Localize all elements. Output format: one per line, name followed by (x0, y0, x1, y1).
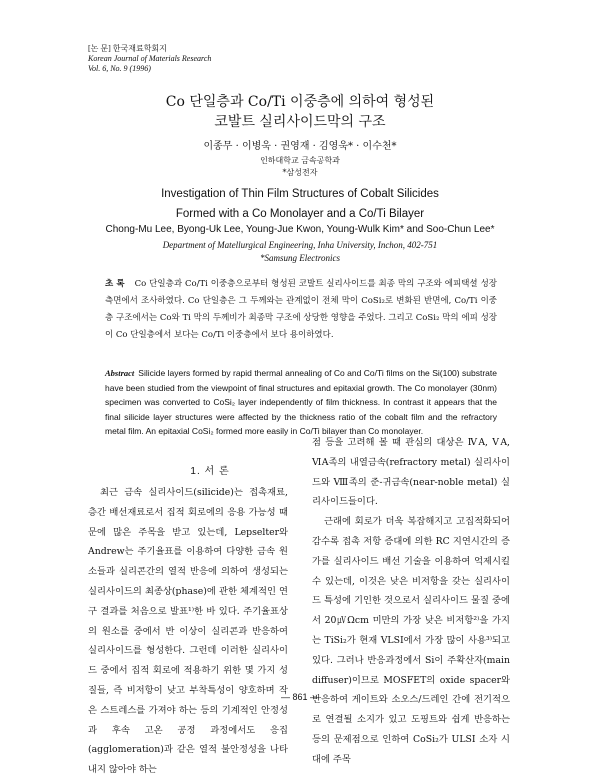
abstract-korean-text: Co 단일층과 Co/Ti 이중층으로부터 형성된 코발트 실리사이드를 최종 막의 구조와 에피택셜 성장 측면에서 조사하였다. Co 단일층은 그 두께와는 관계없이 전체 막이 CoSi₂로 변화된 반면에, Co/Ti 이중층 구조에서는 Co와 Ti 막의 두께비가 최종막 구조에 상당한 영향을 주었다. 그리고 CoSi₂ 막의 에피 성장이 Co 단일층에서 보다는 Co/Ti 이중층에서 보다 용이하였다. (105, 279, 497, 340)
abstract-english (105, 366, 497, 439)
authors-korean: 이종무 · 이병욱 · 권영재 · 김영욱* · 이수천* (203, 141, 397, 152)
abstract-korean-label: 초 록 (105, 279, 125, 289)
title-korean (0, 92, 600, 132)
affiliation-korean-1: 인하대학교 금속공학과 (260, 156, 340, 165)
title-korean-line-1: Co 단일층과 Co/Ti 이중층에 의하여 형성된 (165, 94, 435, 110)
affiliation-korean (0, 155, 600, 179)
abstract-korean (105, 276, 497, 344)
title-english-line-1: Investigation of Thin Film Structures of Cobalt Silicides (161, 188, 439, 200)
abstract-english-text: Silicide layers formed by rapid thermal annealing of Co and Co/Ti films on the Si(100) substrate have been studied from the viewpoint of final structures and epitaxial growth. The Co monolayer (30nm) specimen was converted to CoSi₂ layer independently of film thickness. In contrast it appears that the final silicide layer structures were affected by the thickness ratio of the cobalt film and the refractory metal film. An epitaxial CoSi₂ formed more easily in Co/Ti bilayer than Co monolayer. (105, 368, 497, 436)
title-english-line-2: Formed with a Co Monolayer and a Co/Ti Bilayer (175, 208, 425, 220)
journal-korean-name: [논 문] 한국재료학회지 (88, 44, 167, 53)
title-english (0, 184, 600, 224)
paragraph: 최근 금속 실리사이드(silicide)는 접촉재료, 층간 배선재료로서 집적 회로에의 응용 가능성 때문에 많은 주목을 받고 있는데, Lepselter와 Andrew는 주기율표를 이용하여 다양한 금속 원소들과 실리콘간의 열적 반응에 의하여 생성되는 실리사이드의 최종상(phase)에 관한 체계적인 연구 결과를 처음으로 발표¹⁾한 바 있다. 주기율표상의 원소를 중에서 반 이상이 실리콘과 반응하여 실리사이드를 형성한다. 그런데 이러한 실리사이드 중에서 집적 회로에 적용하기 위한 몇 가지 성질들, 즉 비저항이 낮고 부착특성이 양호하며 작은 스트레스를 가져야 하는 등의 기계적인 안정성과 후속 고온 공정 과정에서도 응집(agglomeration)과 같은 열적 불안정성을 나타내지 않아야 하는 (88, 487, 288, 776)
journal-english-name: Korean Journal of Materials Research (88, 54, 212, 63)
affiliation-english-2: *Samsung Electronics (260, 253, 340, 263)
body-left-column (88, 483, 288, 780)
journal-header (88, 44, 211, 74)
abstract-english-label: Abstract (105, 368, 135, 378)
journal-volume: Vol. 6, No. 9 (1996) (88, 64, 151, 73)
affiliation-english (0, 239, 600, 265)
authors-english: Chong-Mu Lee, Byong-Uk Lee, Young-Jue Kwon, Young-Wulk Kim* and Soo-Chun Lee* (105, 224, 495, 235)
paragraph: 근래에 회로가 더욱 복잡해지고 고집적화되어 감수록 접촉 저항 증대에 의한 RC 지연시간의 증가를 실리사이드 배선 기술을 이용하여 억제시킬 수 있는데, 이것은 낮은 비저항을 갖는 실리사이드 특성에 기인한 것으로서 실리사이드 물질 중에서 20㎶Ωcm 미만의 가장 낮은 비저항²⁾을 가지는 TiSi₂가 현재 VLSI에서 가장 많이 사용³⁾되고 있다. 그러나 반응과정에서 Si이 주확산자(main diffuser)이므로 MOSFET의 oxide spacer와 반응하여 게이트와 소오스/드레인 간에 전기적으로 연결될 소지가 있고 도핑트와 쉽게 반응하는 등의 문제점으로 인하여 CoSi₂가 ULSI 소자 시대에 주목 (312, 516, 510, 765)
affiliation-korean-2: *삼성전자 (282, 168, 318, 177)
page-number: — 861 — (280, 692, 320, 702)
body-right-column (312, 433, 510, 770)
title-korean-line-2: 코발트 실리사이드막의 구조 (214, 114, 386, 130)
paragraph: 점 등을 고려해 볼 때 관심의 대상은 ⅣA, ⅤA, ⅥA족의 내열금속(refractory metal) 실리사이드와 Ⅷ족의 준-귀금속(near-noble metal) 실리사이드들이다. (312, 437, 510, 508)
affiliation-english-1: Department of Matellurgical Engineering, Inha University, Inchon, 402-751 (162, 240, 438, 250)
section-heading-introduction: 1. 서 론 (190, 466, 230, 477)
